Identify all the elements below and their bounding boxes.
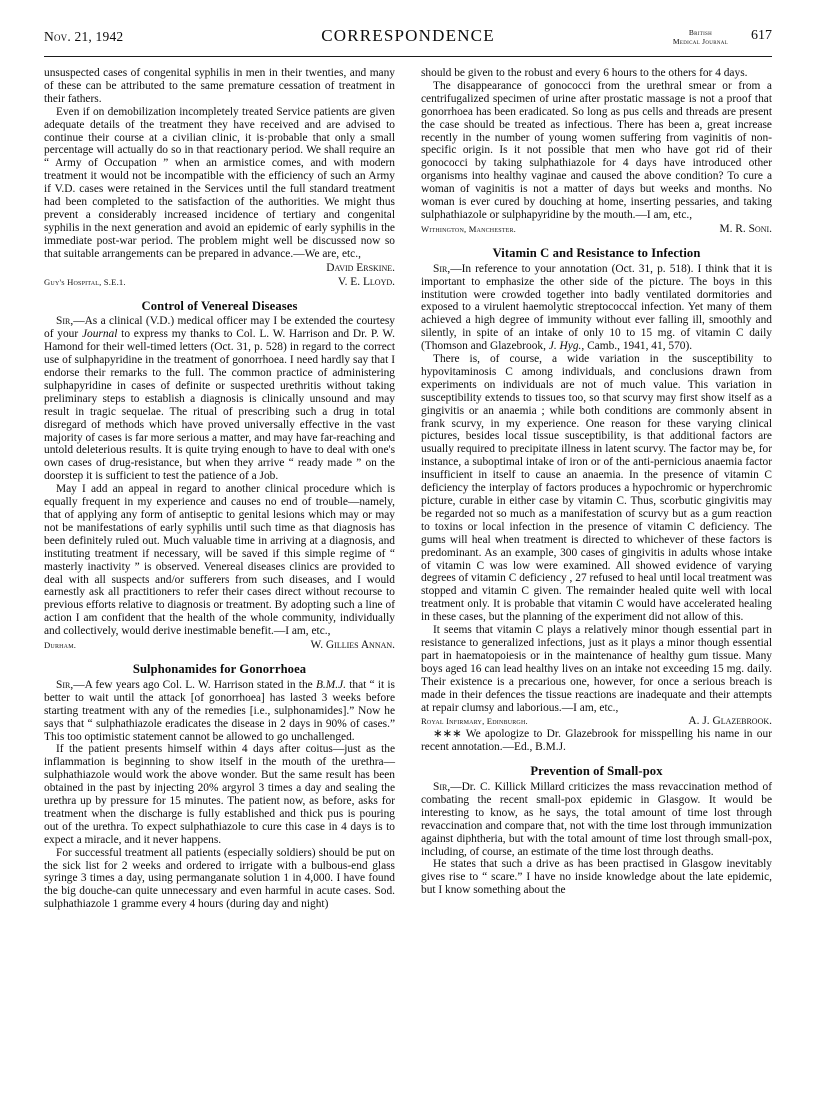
signature-name: V. E. Lloyd. (337, 275, 395, 288)
right-column (421, 67, 772, 911)
section-heading: Control of Venereal Diseases (141, 298, 298, 313)
author-address: Withington, Manchester. (421, 223, 517, 234)
address-row (421, 715, 772, 728)
paragraph: unsuspected cases of congenital syphilis in men in their twenties, and many of these can be attributed to the same premature cessation of treatment in their fathers. (44, 67, 395, 105)
author-address: Guy's Hospital, S.E.1. (44, 276, 126, 287)
paragraph: Sir,—As a clinical (V.D.) medical officer may I be extended the courtesy of your Journal to express my thanks to Col. L. W. Harrison and Dr. P. W. Hamond for their well-timed letters (Oct. 31, p. 528) in regard to the correct use of sulphapyridine in the treatment of gonorrhoea. I need hardly say that I endorse their remarks to the full. The common practice of administering sulphapyridine in cases of definite or suspected urethritis without taking preliminary steps to establish a diagnosis is clinically unsound and may result in tragic sequelae. The ritual of prescribing such a drug in total disregard of methods which have proved universally effective in the vast majority of cases is far more serious a matter, and may have far-reaching and untold deleterious results. It is quite trying enough to have to deal with one's own cases of drug-resistance, but when they arrive “ ready made ” on the doorstep it is sufficient to test the patience of a Job. (44, 315, 396, 483)
journal-name-line2: Medical Journal (672, 37, 728, 47)
paragraph: Sir,—A few years ago Col. L. W. Harrison stated in the B.M.J. that “ it is better to wait until the attack [of gonorrhoea] has lasted 3 weeks before starting treatment with any of the remedies [i.e., sulphonamides].” Now he says that “ sulphathiazole eradicates the disease in 2 days in 90% of cases.” This too optimistic statement cannot be allowed to go unchallenged. (44, 678, 395, 743)
paragraph: There is, of course, a wide variation in the susceptibility to hypovitaminosis C among individuals, and conclusions drawn from experiments on individuals are not of much value. This variation in susceptibility extends to tissues too, so that scurvy may first show itself as a gingivitis or an anaemia ; while both conditions are commonly absent in frank scurvy, in my experience. One reason for these varying clinical pictures, besides local tissue susceptibility, is that additional factors are usually required to precipitate illness in latent scurvy. The factor may be, for instance, a suboptimal intake of iron or of the anti-pernicious anaemia factor insufficient in itself to cause an anaemia. In the presence of vitamin C deficiency the interplay of factors produces a hypochromic or hyperchromic picture, curable in either case by vitamin C. Thus, scorbutic gingivitis may be regarded not so much as a manifestation of scurvy but as a gum reaction to toxins or local infection in the presence of vitamin C deficiency. The gums will heal when treatment is directed to whichever of these factors is predominant. As an example, 300 cases of gingivitis in adults whose intake of vitamin C was low were examined. All showed evidence of varying degrees of vitamin C deficiency , 27 refused to heal until local treatment was stopped and vitamin C given. The remainder healed quite well with local treatment only. It is probable that vitamin C would have accelerated healing in these cases, but the planning of the experiment did not allow of this. (421, 353, 772, 624)
paragraph: The disappearance of gonococci from the urethral smear or from a centrifugalized specimen of urine after prostatic massage is not a proof that gonorrhoea has been eradicated. So long as pus cells and threads are present the case should be treated as infectious. There has been a, great increase recently in the number of young women suffering from vaginitis of non-specific origin. Is it not possible that men who have got rid of their gonococci by taking sulphathiazole for 4 days have introduced other organisms into healthy vaginae and caused the above condition? To cure a woman of vaginitis is not a matter of days but weeks and months. No woman is ever cured by douching at home, inserting pessaries, and taking sulphathiazole or sulphapyridine by the mouth.—I am, etc., (421, 79, 772, 221)
section-heading: Sulphonamides for Gonorrhoea (132, 661, 307, 676)
paragraph: It seems that vitamin C plays a relatively minor though essential part in resistance to generalized infections, just as it plays a minor though essential part in haematopoiesis or in the maintenance of healthy gum tissue. Many boys aged 16 can lead healthy lives on an intake not exceeding 15 mg. daily. Their existence is a precarious one, however, for once a serious breach is made in their defences the tissue reactions are inadequate and their attempts at repair clumsy and laborious.—I am, etc., (421, 624, 772, 714)
paragraph: Even if on demobilization incompletely treated Service patients are given adequate details of the treatment they have received and are advised to continue their course at a civilian clinic, it is·probable that only a small percentage will actually do so in that reactionary period. We shall require an “ Army of Occupation ” when an armistice comes, and with modern treatment it would not be incompatible with the efficiency of such an Army if V.D. cases were retained in the Services until the full standard treatment had been completed to the satisfaction of the authorities. We might thus prevent a considerably increased incidence of tertiary and congenital syphilis in the next generation and avoid an epidemic of early syphilis in the immediate post-war period. The problem might well be discussed now so that suitable arrangements can be prepared in advance.—We are, etc., (44, 105, 395, 260)
journal-name-line1: British (688, 28, 713, 37)
paragraph: He states that such a drive as has been practised in Glasgow inevitably gives rise to “ scare.” I have no inside knowledge about the late epidemic, but I know something about the (421, 858, 772, 897)
signature-name: A. J. Glazebrook. (688, 715, 772, 728)
paragraph: Sir,—In reference to your annotation (Oct. 31, p. 518). I think that it is important to emphasize the other side of the picture. The boys in this institution were crowded together into badly ventilated dormitories and exposed to a virulent haemolytic streptococcal infection. Yet many of them achieved a high degree of immunity without ever falling ill, smoothly and silently, in spite of an intake of only 10 to 15 mg. of vitamin C daily (Thomson and Glazebrook, J. Hyg., Camb., 1941, 41, 570). (421, 262, 772, 353)
address-row (44, 639, 395, 652)
section-heading: Vitamin C and Resistance to Infection (492, 245, 701, 260)
left-column (44, 67, 395, 911)
paragraph: If the patient presents himself within 4 days after coitus—just as the inflammation is beginning to show itself in the mouth of the urethra—sulphathiazole would work the above wonder. But the same result has been obtained in the past by injecting 20% argyrol 3 times a day and sealing the urethra up by pressure for 15 minutes. The patient now, as before, asks for treatment when the discharge is fully established and thick pus is pouring out of the urethra. To expect sulphathiazole to cure this case in 4 days is to expect a miracle, and it never happens. (44, 743, 395, 846)
journal-name (673, 28, 728, 47)
section-heading: Prevention of Small-pox (530, 764, 663, 779)
paragraph: Sir,—Dr. C. Killick Millard criticizes the mass revaccination method of combating the recent small-pox epidemic in Glasgow. It would be interesting to know, as he says, the total amount of time lost through revaccination and compare that, not with the time lost through immunization against diphtheria, but with the total amount of time lost through small-pox, including, of course, an estimate of the time lost through deaths. (421, 781, 772, 858)
editor-note: ∗∗∗ We apologize to Dr. Glazebrook for misspelling his name in our recent annotation.—Ed., B.M.J. (421, 728, 772, 754)
author-address: Royal Infirmary, Edinburgh. (421, 716, 528, 727)
address-row (421, 223, 772, 236)
page-number: 617 (751, 28, 772, 43)
issue-date: Nov. 21, 1942 (44, 29, 124, 44)
running-head (44, 26, 772, 57)
paragraph: May I add an appeal in regard to another clinical procedure which is equally frequent in my experience and causes no end of trouble—namely, that of applying any form of antiseptic to genital lesions which may or may not be manifestations of early syphilis until such time as that diagnosis has been definitely ruled out. Much valuable time in arriving at a diagnosis, and instituting treatment if necessary, will be saved if this simple regime of “ masterly inactivity ” is observed. Venereal diseases clinics are provided to deal with all suspects and/or sufferers from such diseases, and I would earnestly ask all practitioners to refer their cases direct without recourse to previous efforts relative to diagnosis or treatment. By adopting such a line of action I am confident that the health of the whole community, individually and collectively, would derive inestimable benefit.—I am, etc., (44, 483, 395, 638)
address-row (44, 276, 395, 289)
page-title: CORRESPONDENCE (321, 26, 495, 45)
author-address: Durham. (44, 640, 77, 651)
paragraph: should be given to the robust and every 6 hours to the others for 4 days. (421, 67, 748, 79)
signature-name: David Erskine. (326, 261, 395, 274)
body-columns (44, 67, 772, 911)
signature-block (44, 262, 395, 275)
signature-name: M. R. Soni. (719, 222, 772, 235)
paragraph: For successful treatment all patients (especially soldiers) should be put on the sick list for 2 weeks and ordered to irrigate with a bulbous-end glass syringe 3 times a day, using permanganate solution 1 in 4,000. I have found the big douche-can quite unnecessary and even harmful in acute cases. Sod. sulphathiazole 1 gramme every 4 hours (during day and night) (44, 846, 395, 911)
signature-name: W. Gillies Annan. (310, 639, 395, 652)
